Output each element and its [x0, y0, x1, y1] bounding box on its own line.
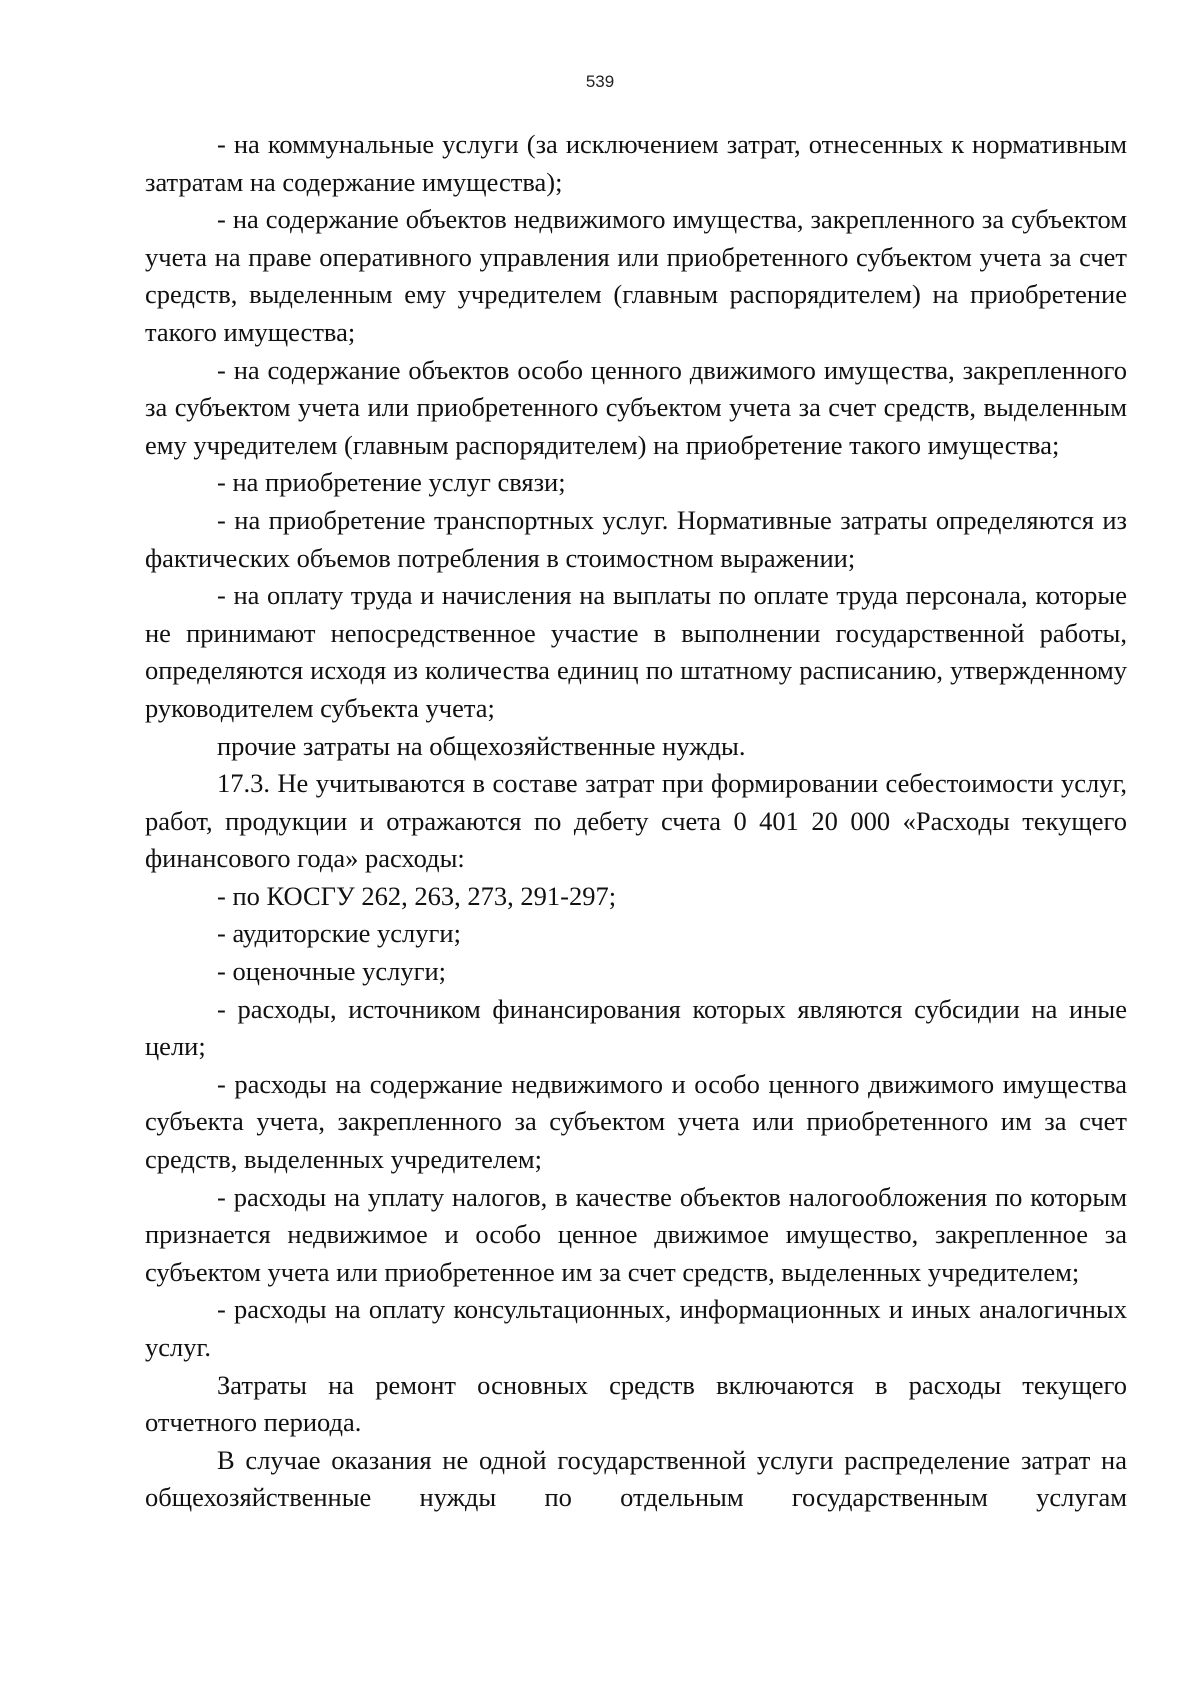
paragraph-valuation-services: - оценочные услуги; [217, 956, 446, 987]
paragraph-movable-property-maintenance: - на содержание объектов особо ценного движимого имущества, закрепленного за субъектом учета или приобретенного субъектом учета за счет средств, выделенным ему учредителем (главным распорядителем) на приобретение такого имущества; [145, 354, 1127, 460]
paragraph-property-tax-expenses: - расходы на уплату налогов, в качестве объектов налогообложения по которым признается недвижимое и особо ценное движимое имущество, закрепленное за субъектом учета или приобретенное им за счет средств, выделенных учредителем; [145, 1181, 1127, 1287]
document-body [145, 126, 1127, 1517]
paragraph-transport-services: - на приобретение транспортных услуг. Нормативные затраты определяются из фактических объемов потребления в стоимостном выражении; [145, 504, 1127, 573]
page-number: 539 [585, 72, 615, 91]
paragraph-section-17-3: 17.3. Не учитываются в составе затрат при формировании себестоимости услуг, работ, продукции и отражаются по дебету счета 0 401 20 000 «Расходы текущего финансового года» расходы: [145, 768, 1127, 874]
paragraph-kosgu: - по КОСГУ 262, 263, 273, 291-297; [217, 880, 617, 911]
paragraph-other-costs: прочие затраты на общехозяйственные нужды. [217, 730, 746, 761]
paragraph-real-estate-maintenance: - на содержание объектов недвижимого имущества, закрепленного за субъектом учета на праве оперативного управления или приобретенного субъектом учета за счет средств, выделенным ему учредителем (главным распорядителем) на приобретение такого имущества; [145, 204, 1127, 347]
paragraph-cost-distribution: В случае оказания не одной государственной услуги распределение затрат на общехозяйственные нужды по отдельным государственным услугам [145, 1444, 1127, 1513]
paragraph-property-maintenance-expenses: - расходы на содержание недвижимого и особо ценного движимого имущества субъекта учета, закрепленного за субъектом учета или приобретенного им за счет средств, выделенных учредителем; [145, 1068, 1127, 1175]
paragraph-repair-costs: Затраты на ремонт основных средств включаются в расходы текущего отчетного периода. [145, 1369, 1127, 1438]
paragraph-communication-services: - на приобретение услуг связи; [217, 467, 566, 498]
paragraph-utilities: - на коммунальные услуги (за исключением затрат, отнесенных к нормативным затратам на содержание имущества); [145, 129, 1127, 197]
paragraph-audit-services: - аудиторские услуги; [217, 918, 461, 949]
paragraph-consulting-expenses: - расходы на оплату консультационных, информационных и иных аналогичных услуг. [145, 1294, 1127, 1362]
paragraph-staff-salary: - на оплату труда и начисления на выплаты по оплате труда персонала, которые не принимают непосредственное участие в выполнении государственной работы, определяются исходя из количества единиц по штатному расписанию, утвержденному руководителем субъекта учета; [145, 580, 1127, 723]
paragraph-subsidy-expenses: - расходы, источником финансирования которых являются субсидии на иные цели; [145, 993, 1127, 1062]
